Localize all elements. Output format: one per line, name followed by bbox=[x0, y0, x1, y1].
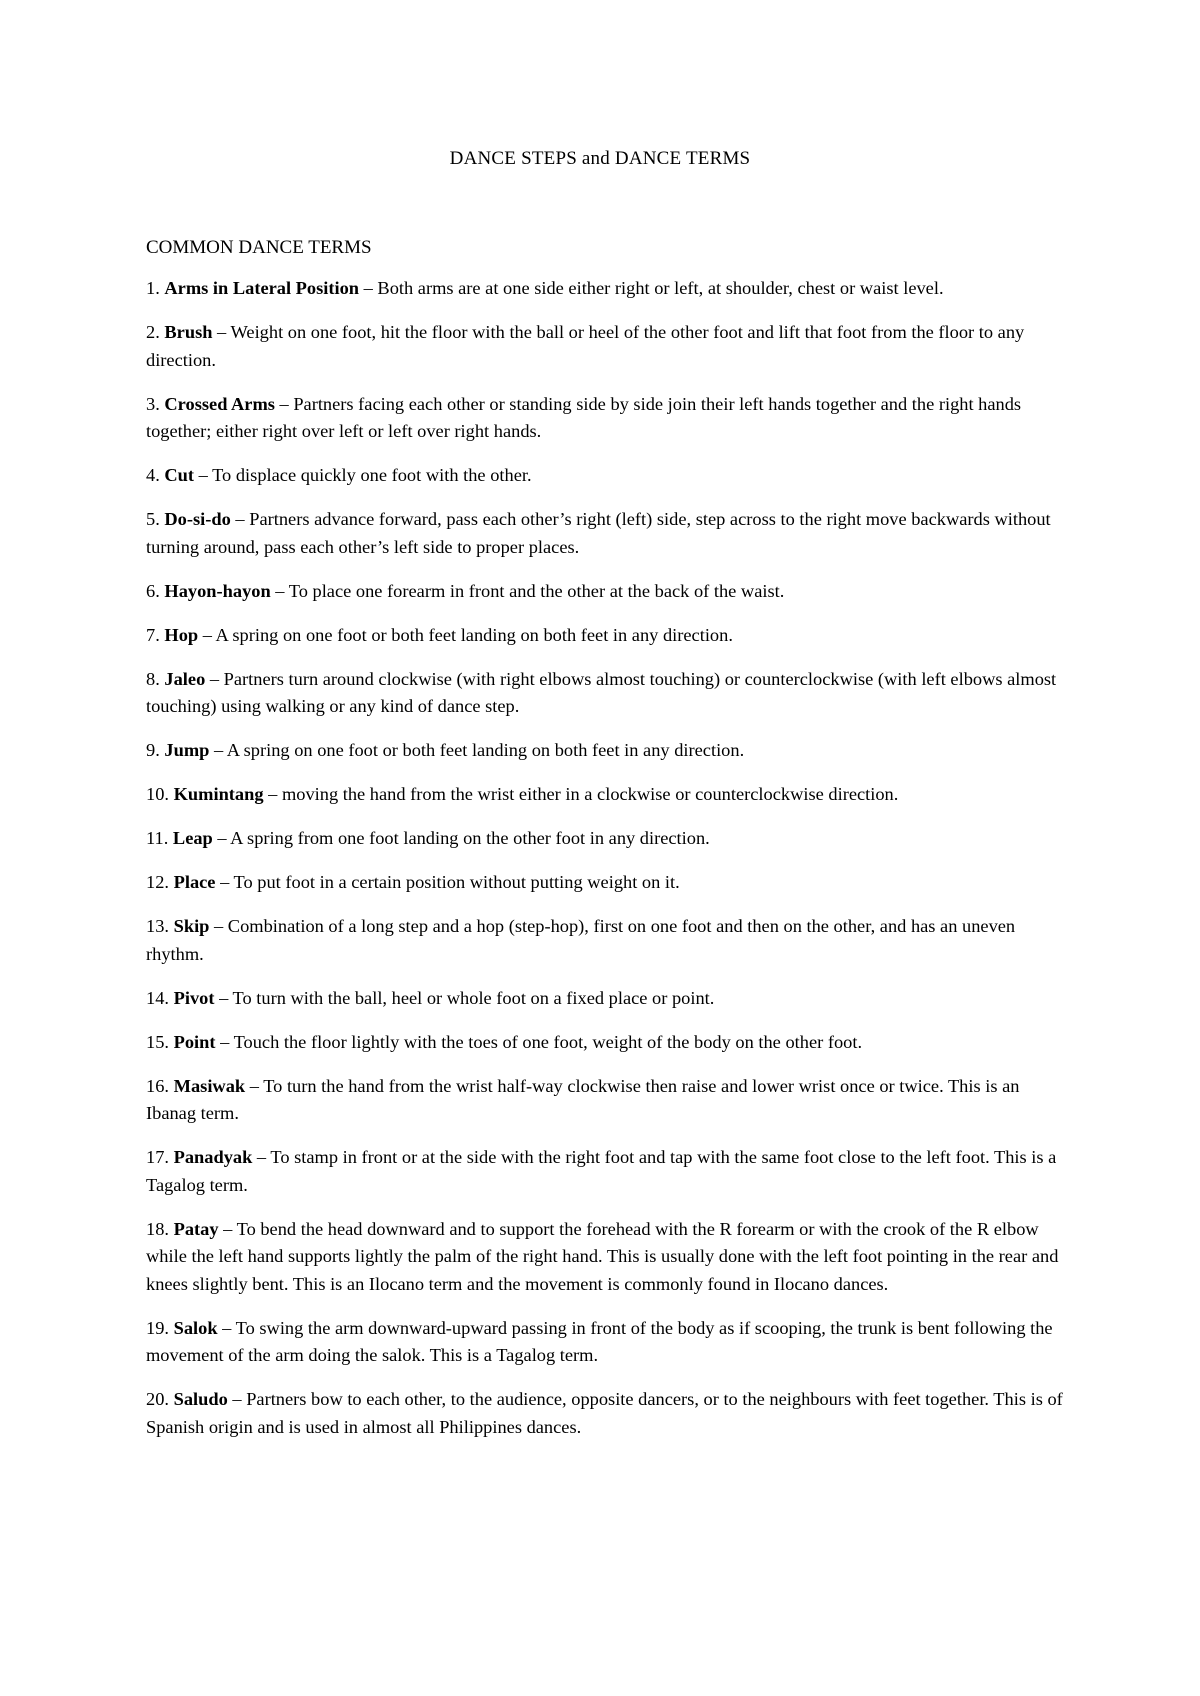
term-number: 11. bbox=[146, 828, 169, 848]
term-number: 15. bbox=[146, 1031, 169, 1052]
term-item bbox=[146, 913, 1066, 968]
section-heading: COMMON DANCE TERMS bbox=[146, 237, 372, 258]
term-definition: To bend the head downward and to support the forehead with the R forearm or with the crook of the R elbow while the left hand supports lightly the palm of the right hand. This is usually done with the left foot pointing in the rear and knees slightly bent. This is an Ilocano term and the movement is commonly found in Ilocano dances. bbox=[146, 1218, 1059, 1294]
term-name: Hop bbox=[164, 624, 199, 645]
term-number: 7. bbox=[146, 624, 160, 645]
term-separator: – bbox=[194, 465, 213, 485]
term-definition: To put foot in a certain position without putting weight on it. bbox=[233, 872, 680, 892]
term-name: Kumintang bbox=[173, 784, 264, 804]
term-definition: To stamp in front or at the side with the right foot and tap with the same foot close to the left foot. This is a Tagalog term. bbox=[146, 1147, 1057, 1195]
term-definition: Partners turn around clockwise (with right elbows almost touching) or counterclockwise (with left elbows almost touching) using walking or any kind of dance step. bbox=[146, 668, 1057, 716]
term-number: 5. bbox=[146, 509, 160, 529]
term-item bbox=[146, 985, 1066, 1013]
term-name: Point bbox=[173, 1031, 216, 1052]
term-name: Cut bbox=[164, 465, 195, 485]
term-definition: Partners facing each other or standing side by side join their left hands together and the right hands together; either right over left or left over right hands. bbox=[146, 393, 1022, 441]
term-name: Brush bbox=[164, 322, 213, 342]
term-separator: – bbox=[209, 916, 228, 936]
term-definition: A spring from one foot landing on the other foot in any direction. bbox=[230, 828, 710, 848]
term-separator: – bbox=[217, 1317, 236, 1338]
term-item bbox=[146, 1073, 1066, 1128]
term-separator: – bbox=[215, 872, 234, 892]
term-separator: – bbox=[230, 509, 250, 529]
term-name: Saludo bbox=[173, 1389, 228, 1409]
term-item bbox=[146, 462, 1066, 490]
term-item bbox=[146, 275, 1066, 303]
term-name: Crossed Arms bbox=[164, 393, 275, 414]
term-number: 13. bbox=[146, 916, 169, 936]
term-name: Skip bbox=[173, 916, 210, 936]
term-number: 17. bbox=[146, 1147, 169, 1167]
term-separator: – bbox=[274, 393, 294, 414]
term-definition: Both arms are at one side either right or left, at shoulder, chest or waist level. bbox=[377, 278, 944, 298]
term-item bbox=[146, 1029, 1066, 1057]
term-separator: – bbox=[263, 784, 282, 804]
term-separator: – bbox=[252, 1147, 271, 1167]
term-separator: – bbox=[245, 1075, 264, 1096]
term-separator: – bbox=[212, 322, 231, 342]
term-number: 10. bbox=[146, 784, 169, 804]
term-definition: A spring on one foot or both feet landing on both feet in any direction. bbox=[226, 740, 745, 760]
term-definition: Touch the floor lightly with the toes of one foot, weight of the body on the other foot. bbox=[233, 1031, 863, 1052]
term-item bbox=[146, 666, 1066, 721]
term-separator: – bbox=[215, 1031, 234, 1052]
term-definition: To place one forearm in front and the other at the back of the waist. bbox=[288, 580, 785, 601]
term-separator: – bbox=[205, 668, 224, 689]
term-separator: – bbox=[214, 987, 233, 1008]
term-separator: – bbox=[359, 278, 378, 298]
term-separator: – bbox=[218, 1218, 237, 1239]
term-number: 16. bbox=[146, 1075, 169, 1096]
document-body bbox=[146, 236, 1066, 1458]
term-name: Hayon-hayon bbox=[164, 580, 271, 601]
term-separator: – bbox=[209, 740, 227, 760]
term-definition: A spring on one foot or both feet landing on both feet in any direction. bbox=[215, 624, 733, 645]
term-item bbox=[146, 506, 1066, 561]
term-number: 18. bbox=[146, 1218, 169, 1239]
term-number: 1. bbox=[146, 278, 160, 298]
term-list bbox=[146, 275, 1066, 1441]
term-number: 8. bbox=[146, 668, 160, 689]
term-name: Patay bbox=[173, 1218, 219, 1239]
term-item bbox=[146, 1144, 1066, 1199]
term-definition: Weight on one foot, hit the floor with the ball or heel of the other foot and lift that foot from the floor to any direction. bbox=[146, 322, 1025, 370]
term-item bbox=[146, 825, 1066, 853]
term-definition: To displace quickly one foot with the other. bbox=[212, 465, 532, 485]
term-number: 3. bbox=[146, 393, 160, 414]
term-item bbox=[146, 319, 1066, 374]
term-definition: Partners advance forward, pass each other’s right (left) side, step across to the right move backwards without turning around, pass each other’s left side to proper places. bbox=[146, 509, 1051, 557]
term-name: Masiwak bbox=[173, 1075, 246, 1096]
term-name: Leap bbox=[172, 828, 213, 848]
term-name: Jump bbox=[164, 740, 210, 760]
term-definition: Combination of a long step and a hop (step-hop), first on one foot and then on the other, and has an uneven rhythm. bbox=[146, 916, 1016, 964]
term-name: Do-si-do bbox=[164, 509, 231, 529]
term-definition: Partners bow to each other, to the audience, opposite dancers, or to the neighbours with feet together. This is of Spanish origin and is used in almost all Philippines dances. bbox=[146, 1389, 1063, 1437]
term-item bbox=[146, 578, 1066, 606]
term-name: Arms in Lateral Position bbox=[164, 278, 360, 298]
term-separator: – bbox=[212, 828, 231, 848]
term-number: 4. bbox=[146, 465, 160, 485]
term-item bbox=[146, 1315, 1066, 1370]
term-number: 6. bbox=[146, 580, 160, 601]
term-name: Place bbox=[173, 872, 216, 892]
term-number: 9. bbox=[146, 740, 160, 760]
term-separator: – bbox=[227, 1389, 247, 1409]
page-title: DANCE STEPS and DANCE TERMS bbox=[449, 148, 751, 169]
term-item bbox=[146, 1216, 1066, 1299]
term-item bbox=[146, 391, 1066, 446]
term-item bbox=[146, 737, 1066, 765]
term-name: Salok bbox=[173, 1317, 218, 1338]
term-number: 19. bbox=[146, 1317, 169, 1338]
term-separator: – bbox=[198, 624, 216, 645]
term-name: Panadyak bbox=[173, 1147, 253, 1167]
term-name: Jaleo bbox=[164, 668, 206, 689]
term-item bbox=[146, 1386, 1066, 1441]
term-definition: moving the hand from the wrist either in a clockwise or counterclockwise direction. bbox=[281, 784, 899, 804]
term-definition: To turn the hand from the wrist half-way clockwise then raise and lower wrist once or twice. This is an Ibanag term. bbox=[146, 1075, 1020, 1123]
term-item bbox=[146, 869, 1066, 897]
term-number: 2. bbox=[146, 322, 160, 342]
term-definition: To turn with the ball, heel or whole foot on a fixed place or point. bbox=[232, 987, 715, 1008]
term-separator: – bbox=[270, 580, 289, 601]
term-definition: To swing the arm downward-upward passing in front of the body as if scooping, the trunk is bent following the movement of the arm doing the salok. This is a Tagalog term. bbox=[146, 1317, 1053, 1365]
term-name: Pivot bbox=[173, 987, 215, 1008]
term-item bbox=[146, 781, 1066, 809]
term-number: 12. bbox=[146, 872, 169, 892]
term-number: 20. bbox=[146, 1389, 169, 1409]
term-number: 14. bbox=[146, 987, 169, 1008]
term-item bbox=[146, 622, 1066, 650]
